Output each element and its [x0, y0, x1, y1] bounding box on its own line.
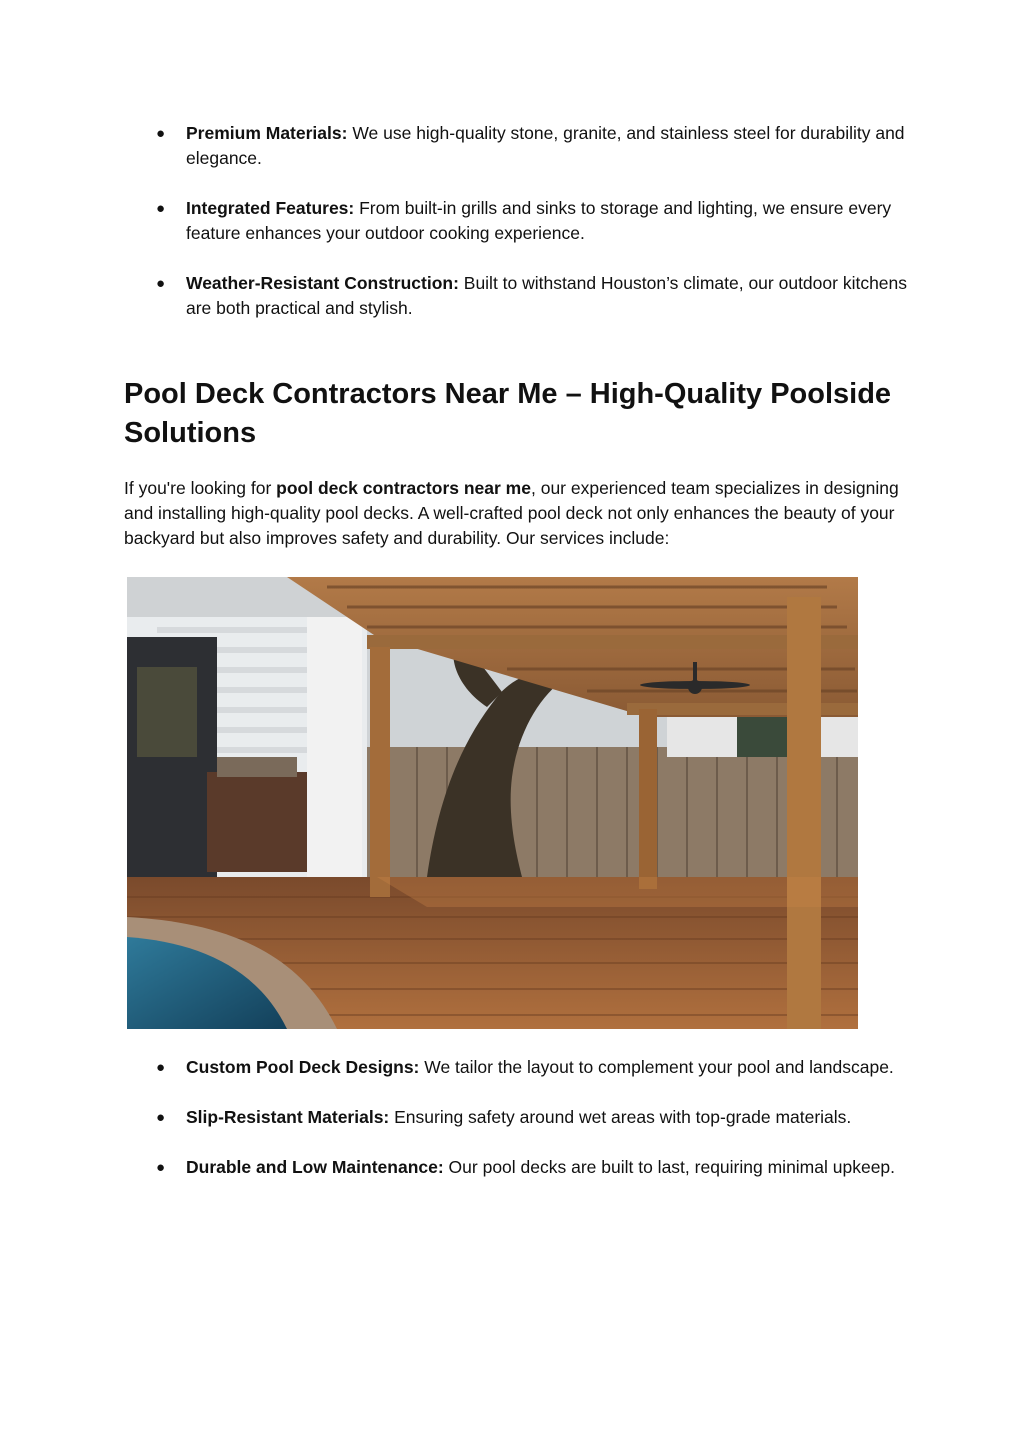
- list-item: [156, 1105, 916, 1130]
- list-item: [156, 121, 916, 171]
- list-item-term: Integrated Features:: [186, 198, 355, 218]
- bullet-icon: ●: [156, 1059, 166, 1076]
- bullet-icon: ●: [156, 1109, 166, 1126]
- pool-deck-photo: [127, 577, 858, 1029]
- bullet-icon: ●: [156, 1159, 166, 1176]
- list-item: [156, 1055, 916, 1080]
- intro-paragraph: [124, 476, 914, 551]
- list-item-term: Premium Materials:: [186, 123, 348, 143]
- intro-text: If you're looking for: [124, 478, 277, 498]
- list-item: [156, 196, 916, 246]
- list-item-text: We tailor the layout to complement your pool and landscape.: [419, 1057, 894, 1077]
- services-list: [156, 1055, 916, 1205]
- bullet-icon: ●: [156, 125, 166, 142]
- list-item-text: Built to withstand Houston’s climate, our outdoor kitchens are both practical and stylish.: [186, 273, 908, 318]
- list-item-text: Ensuring safety around wet areas with top-grade materials.: [389, 1107, 852, 1127]
- list-item-text: Our pool decks are built to last, requiring minimal upkeep.: [443, 1157, 896, 1177]
- intro-text: , our experienced team specializes in designing and installing high-quality pool decks. A well-crafted pool deck not only enhances the beauty of your backyard but also improves safety and durability. Our services include:: [124, 478, 899, 548]
- list-item: [156, 271, 916, 321]
- list-item-term: Durable and Low Maintenance:: [186, 1157, 444, 1177]
- intro-keyword: pool deck contractors near me: [276, 478, 531, 498]
- list-item-term: Weather-Resistant Construction:: [186, 273, 459, 293]
- list-item: [156, 1155, 916, 1180]
- list-item-term: Custom Pool Deck Designs:: [186, 1057, 420, 1077]
- bullet-icon: ●: [156, 275, 166, 292]
- list-item-term: Slip-Resistant Materials:: [186, 1107, 390, 1127]
- features-list: [156, 121, 916, 346]
- section-heading: Pool Deck Contractors Near Me – High-Quality Poolside Solutions: [124, 378, 892, 449]
- list-item-text: From built-in grills and sinks to storage and lighting, we ensure every feature enhances your outdoor cooking experience.: [186, 198, 892, 243]
- bullet-icon: ●: [156, 200, 166, 217]
- list-item-text: We use high-quality stone, granite, and stainless steel for durability and elegance.: [186, 123, 905, 168]
